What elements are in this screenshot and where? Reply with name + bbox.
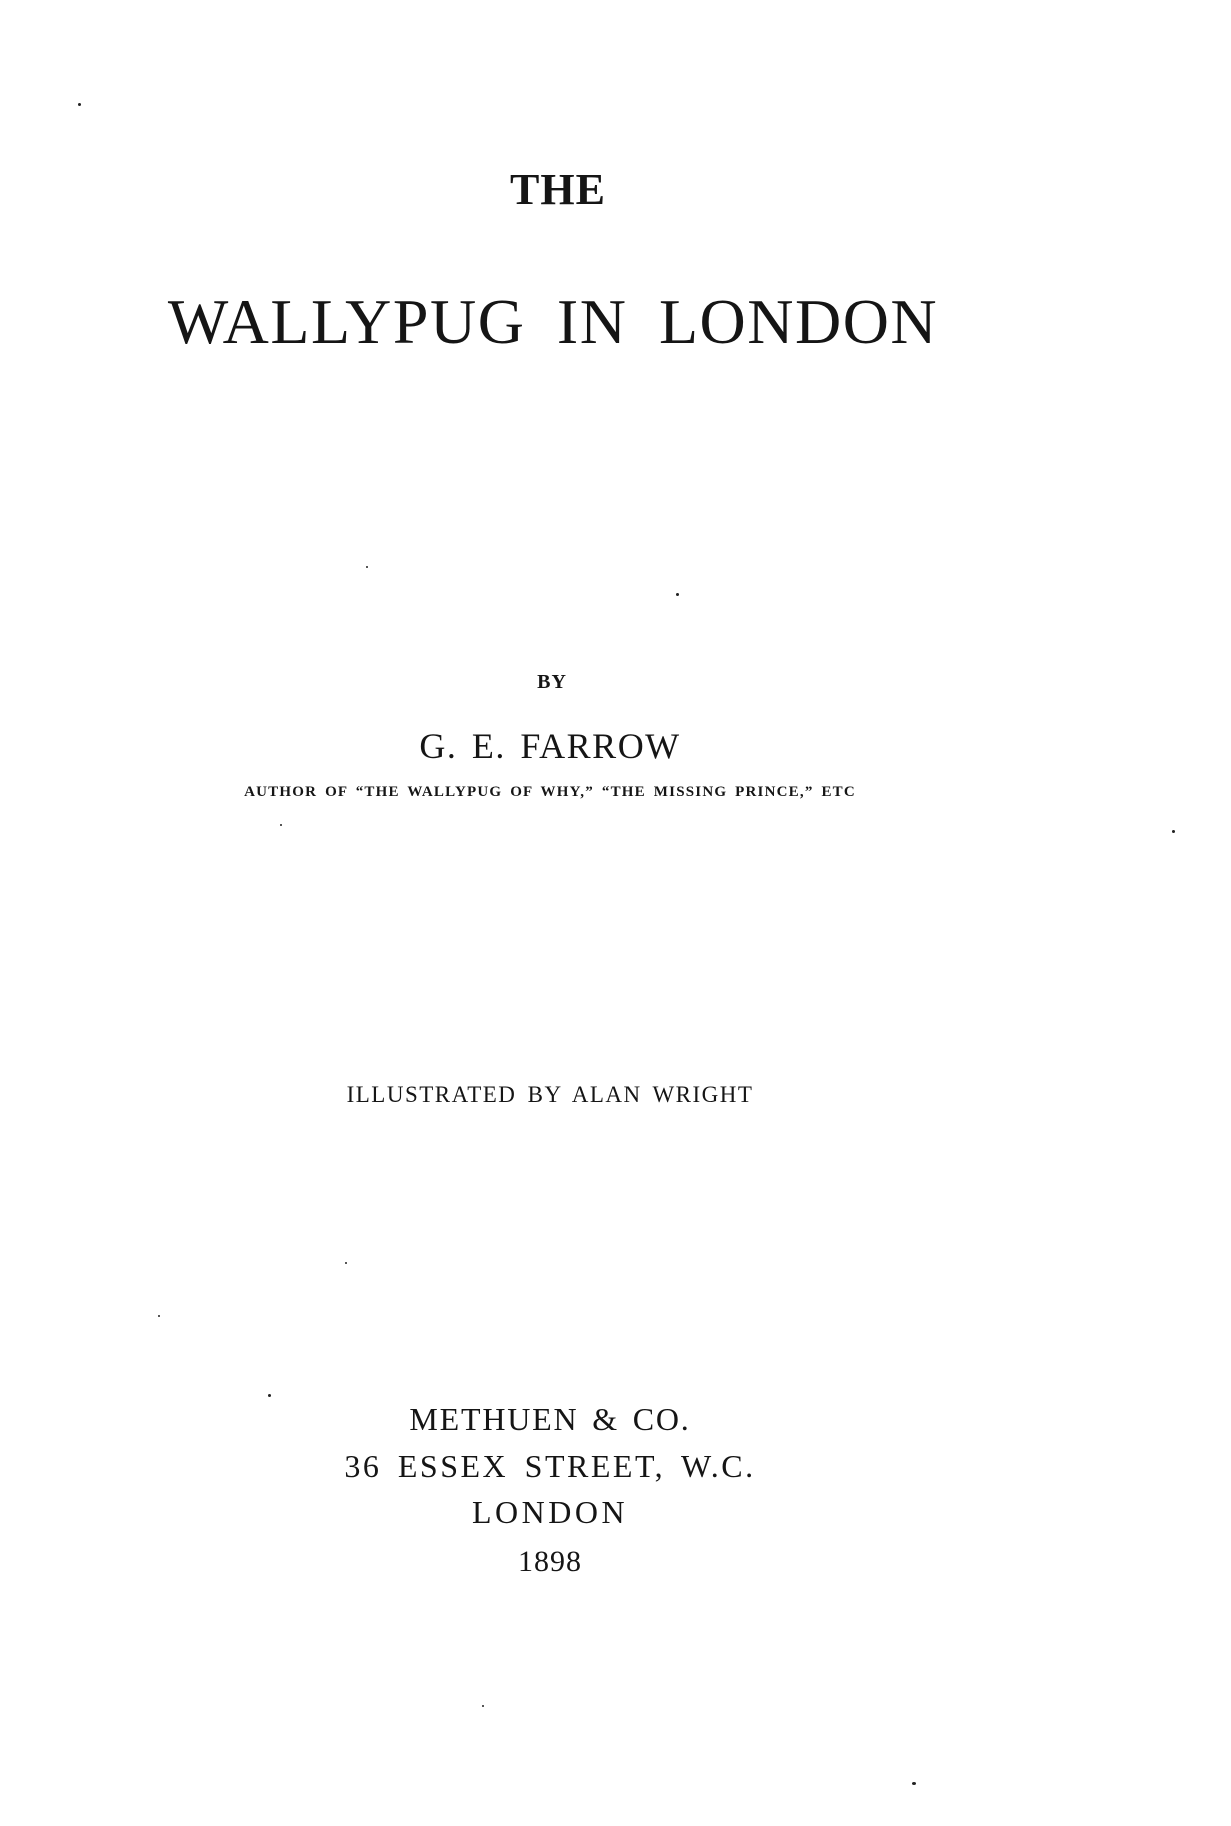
scan-speck — [345, 1262, 347, 1264]
book-title: WALLYPUG IN LONDON — [167, 286, 939, 357]
scan-speck — [482, 1705, 484, 1707]
author-credits: AUTHOR OF “THE WALLYPUG OF WHY,” “THE MISSING PRINCE,” ETC — [244, 784, 856, 800]
scan-speck — [78, 103, 81, 106]
by-label: BY — [537, 671, 567, 693]
scan-speck — [1172, 830, 1175, 833]
title-article: THE — [510, 165, 606, 214]
scan-speck — [366, 566, 368, 568]
illustrator-credit: ILLUSTRATED BY ALAN WRIGHT — [346, 1082, 754, 1107]
publisher-city: LONDON — [471, 1494, 629, 1530]
publication-year: 1898 — [518, 1545, 582, 1578]
scan-speck — [268, 1394, 271, 1397]
author-name: G. E. FARROW — [419, 726, 681, 766]
scan-speck — [280, 824, 282, 826]
publisher-address: 36 ESSEX STREET, W.C. — [344, 1448, 756, 1484]
scan-speck — [158, 1315, 160, 1317]
scan-speck — [912, 1782, 916, 1785]
scan-speck — [676, 593, 679, 596]
publisher-name: METHUEN & CO. — [409, 1401, 691, 1437]
